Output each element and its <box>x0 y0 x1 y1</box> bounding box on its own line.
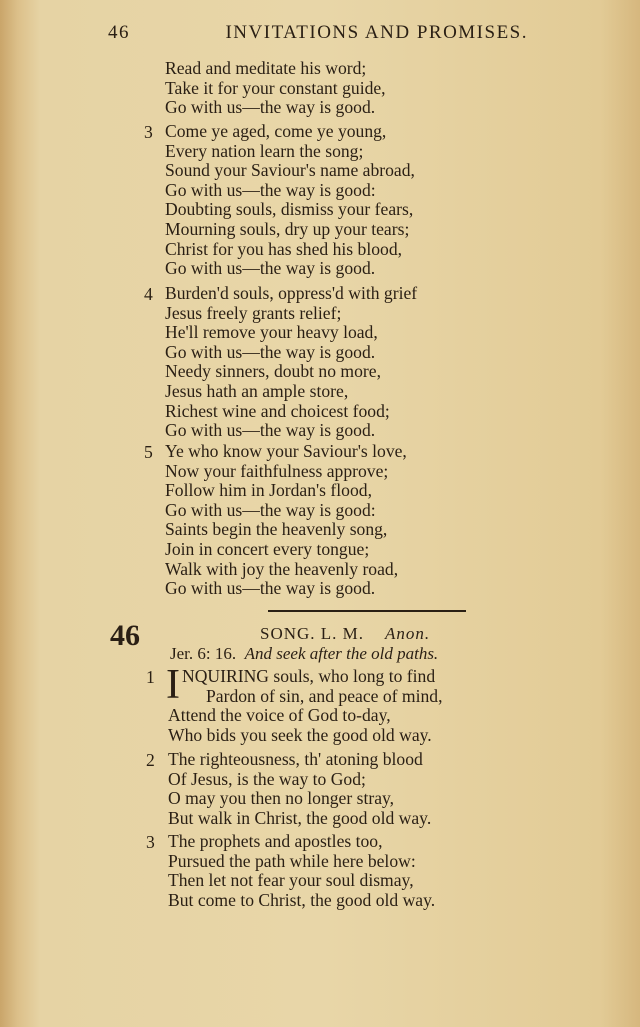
hymn-stanza-2 <box>168 750 431 828</box>
stanza-number: 3 <box>146 832 155 852</box>
verse-line: Jesus hath an ample store, <box>165 380 349 401</box>
verse-line: Of Jesus, is the way to God; <box>168 768 366 789</box>
page-number: 46 <box>108 22 130 43</box>
verse-line: Richest wine and choicest food; <box>165 400 390 421</box>
verse-line: Who bids you seek the good old way. <box>168 724 432 745</box>
verse-line: Doubting souls, dismiss your fears, <box>165 199 414 220</box>
verse-line: But walk in Christ, the good old way. <box>168 807 432 828</box>
scripture-line <box>170 644 438 664</box>
section-divider <box>268 610 466 612</box>
verse-line: He'll remove your heavy load, <box>165 322 378 343</box>
stanza-number: 2 <box>146 750 155 770</box>
verse-line: Pardon of sin, and peace of mind, <box>206 686 443 706</box>
verse-line: Now your faithfulness approve; <box>165 460 389 481</box>
verse-line: Go with us—the way is good. <box>165 258 376 279</box>
hymn-stanza-1-top <box>182 667 435 687</box>
verse-line: Walk with joy the heavenly road, <box>165 558 399 579</box>
verse-line: Go with us—the way is good. <box>165 341 376 362</box>
verse-line: Take it for your constant guide, <box>165 77 386 98</box>
verse-line: Go with us—the way is good: <box>165 499 376 520</box>
verse-line: Ye who know your Saviour's love, <box>165 441 407 461</box>
verse-line: Attend the voice of God to-day, <box>168 705 391 725</box>
author-label: Anon. <box>385 624 431 643</box>
verse-line: But come to Christ, the good old way. <box>168 889 436 910</box>
verse-line: Mourning souls, dry up your tears; <box>165 218 410 239</box>
verse-line: Come ye aged, come ye young, <box>165 121 387 141</box>
verse-line: Jesus freely grants relief; <box>165 302 342 323</box>
hymn-stanza-3 <box>168 832 435 910</box>
prev-stanza-2-tail <box>165 59 386 118</box>
hymn-heading <box>260 624 430 644</box>
verse-line: NQUIRING souls, who long to find <box>182 666 436 686</box>
verse-line: Follow him in Jordan's flood, <box>165 480 372 501</box>
verse-line: Needy sinners, doubt no more, <box>165 361 381 382</box>
verse-line: Join in concert every tongue; <box>165 538 370 559</box>
stanza-number: 3 <box>144 122 153 142</box>
verse-line: Go with us—the way is good. <box>165 97 376 118</box>
verse-line: Pursued the path while here below: <box>168 850 416 871</box>
verse-line: Christ for you has shed his blood, <box>165 238 403 259</box>
verse-line: Saints begin the heavenly song, <box>165 519 388 540</box>
verse-line: Go with us—the way is good. <box>165 420 376 441</box>
stanza-number: 1 <box>146 667 155 687</box>
hymn-number: 46 <box>110 619 140 652</box>
verse-line: Every nation learn the song; <box>165 140 364 161</box>
stanza-number: 4 <box>144 284 153 304</box>
verse-line: The righteousness, th' atoning blood <box>168 749 423 769</box>
scripture-ref: Jer. 6: 16. <box>170 644 237 663</box>
verse-line: Read and meditate his word; <box>165 58 367 78</box>
hymn-stanza-1-indent <box>206 687 442 707</box>
hymn-stanza-1-rest <box>168 706 432 745</box>
page-title: INVITATIONS AND PROMISES. <box>225 22 528 43</box>
verse-line: O may you then no longer stray, <box>168 788 395 809</box>
verse-line: Go with us—the way is good. <box>165 578 376 599</box>
stanza-number: 5 <box>144 442 153 462</box>
verse-line: Sound your Saviour's name abroad, <box>165 160 415 181</box>
verse-line: The prophets and apostles too, <box>168 831 383 851</box>
verse-line: Burden'd souls, oppress'd with grief <box>165 283 418 303</box>
prev-stanza-3 <box>165 122 415 279</box>
scripture-text: And seek after the old paths. <box>244 644 439 663</box>
prev-stanza-4 <box>165 284 417 441</box>
verse-line: Then let not fear your soul dismay, <box>168 870 414 891</box>
prev-stanza-5 <box>165 442 407 599</box>
meter-label: SONG. L. M. <box>260 624 365 643</box>
drop-cap: I <box>166 662 180 708</box>
verse-line: Go with us—the way is good: <box>165 179 376 200</box>
